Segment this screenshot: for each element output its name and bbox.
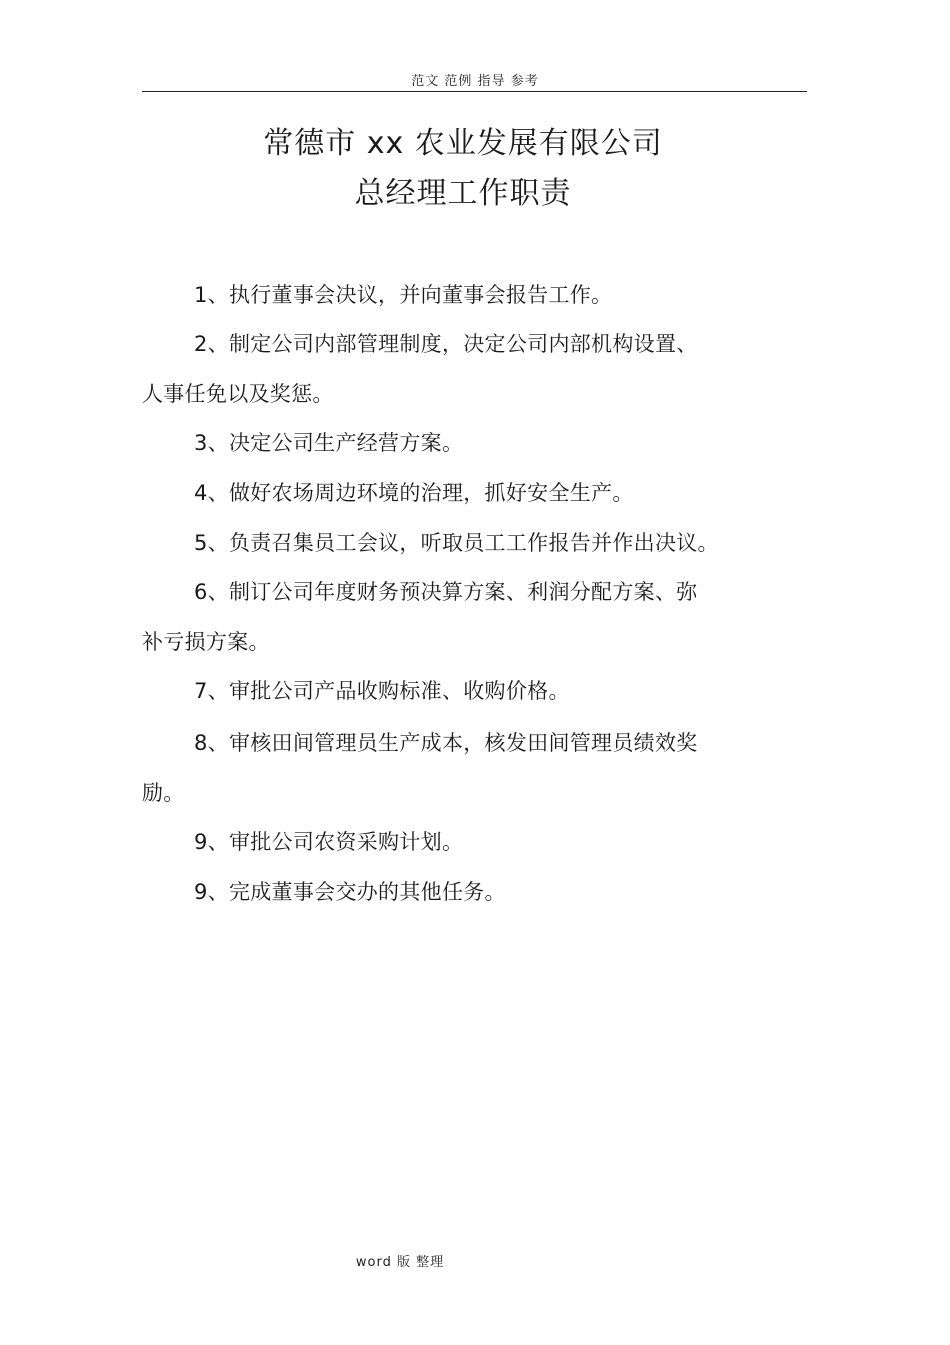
duty-item-1-text: 1、执行董事会决议，并向董事会报告工作。 bbox=[194, 283, 613, 307]
duty-item-3-text: 3、决定公司生产经营方案。 bbox=[194, 431, 464, 455]
duty-item-6 bbox=[142, 567, 747, 667]
duty-item-2-text: 2、制定公司内部管理制度，决定公司内部机构设置、 bbox=[194, 332, 698, 356]
page-footer: word 版 整理 bbox=[355, 1255, 445, 1270]
duty-item-7-text: 7、审批公司产品收购标准、收购价格。 bbox=[194, 679, 570, 703]
duty-item-9-text: 9、审批公司农资采购计划。 bbox=[194, 830, 464, 854]
duty-item-5 bbox=[142, 518, 747, 568]
duty-item-4 bbox=[142, 468, 747, 518]
duty-item-8-continuation: 励。 bbox=[142, 781, 185, 805]
duty-item-2-continuation: 人事任免以及奖惩。 bbox=[142, 382, 334, 406]
duty-item-9 bbox=[142, 817, 747, 867]
duty-item-8-text: 8、审核田间管理员生产成本，核发田间管理员绩效奖 bbox=[194, 731, 698, 755]
page-header: 范文 范例 指导 参考 bbox=[411, 74, 539, 89]
duty-item-1 bbox=[142, 270, 747, 320]
duty-item-4-text: 4、做好农场周边环境的治理，抓好安全生产。 bbox=[194, 481, 634, 505]
duty-item-2 bbox=[142, 319, 747, 419]
duty-item-10-text: 9、完成董事会交办的其他任务。 bbox=[194, 880, 506, 904]
duty-item-3 bbox=[142, 418, 747, 468]
document-title-company: 常德市 xx 农业发展有限公司 bbox=[263, 126, 663, 161]
document-title-duties: 总经理工作职责 bbox=[354, 176, 572, 211]
duty-item-6-text: 6、制订公司年度财务预决算方案、利润分配方案、弥 bbox=[194, 580, 698, 604]
duty-item-7 bbox=[142, 666, 747, 716]
duty-item-8 bbox=[142, 718, 747, 818]
duty-item-5-text: 5、负责召集员工会议，听取员工工作报告并作出决议。 bbox=[194, 531, 719, 555]
duty-item-6-continuation: 补亏损方案。 bbox=[142, 630, 270, 654]
duty-item-10 bbox=[142, 867, 747, 917]
header-divider bbox=[142, 91, 807, 92]
